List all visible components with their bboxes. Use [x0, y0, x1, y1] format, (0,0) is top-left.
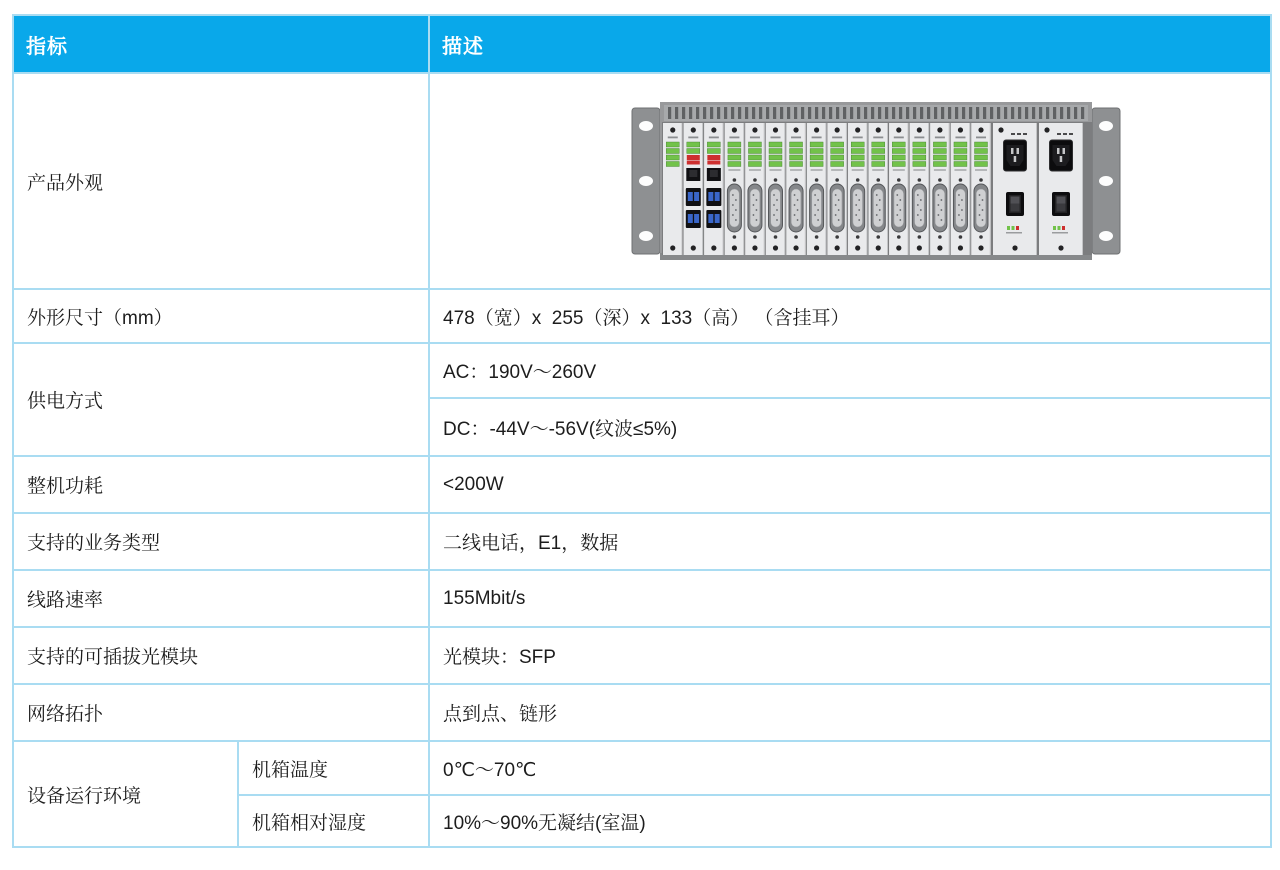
- row-line-rate: [13, 570, 1271, 627]
- cell-label-line-rate: 线路速率: [13, 570, 429, 627]
- row-consumption: [13, 456, 1271, 513]
- header-row: [13, 15, 1271, 73]
- cell-sublabel-temperature: 机箱温度: [238, 741, 429, 795]
- row-product-appearance: [13, 73, 1271, 289]
- cell-value-topology: 点到点、链形: [429, 684, 1271, 741]
- cell-value-services: 二线电话，E1，数据: [429, 513, 1271, 570]
- cell-label-environment: 设备运行环境: [13, 741, 238, 847]
- header-description: 描述: [429, 15, 1271, 73]
- cell-value-humidity: 10%～90%无凝结(室温): [429, 795, 1271, 847]
- cell-value-power-ac: AC：190V～260V: [429, 343, 1271, 398]
- cell-label-services: 支持的业务类型: [13, 513, 429, 570]
- header-indicator: 指标: [13, 15, 429, 73]
- cell-label-dimensions: 外形尺寸（mm）: [13, 289, 429, 343]
- cell-label-power: 供电方式: [13, 343, 429, 456]
- cell-label-optical-module: 支持的可插拔光模块: [13, 627, 429, 684]
- cell-value-line-rate: 155Mbit/s: [429, 570, 1271, 627]
- cell-value-dimensions: 478（宽）x 255（深）x 133（高） （含挂耳）: [429, 289, 1271, 343]
- row-dimensions: [13, 289, 1271, 343]
- cell-value-temperature: 0℃～70℃: [429, 741, 1271, 795]
- row-topology: [13, 684, 1271, 741]
- cell-value-appearance: [429, 73, 1271, 289]
- cell-value-consumption: <200W: [429, 456, 1271, 513]
- cell-label-appearance: 产品外观: [13, 73, 429, 289]
- spec-table: [12, 14, 1272, 848]
- cell-value-power-dc: DC：-44V～-56V(纹波≤5%): [429, 398, 1271, 456]
- cell-label-topology: 网络拓扑: [13, 684, 429, 741]
- row-power-ac: [13, 343, 1271, 398]
- cell-sublabel-humidity: 机箱相对湿度: [238, 795, 429, 847]
- device-photo: [630, 96, 1122, 266]
- cell-label-consumption: 整机功耗: [13, 456, 429, 513]
- cell-value-optical-module: 光模块：SFP: [429, 627, 1271, 684]
- row-services: [13, 513, 1271, 570]
- row-optical-module: [13, 627, 1271, 684]
- row-env-temperature: [13, 741, 1271, 795]
